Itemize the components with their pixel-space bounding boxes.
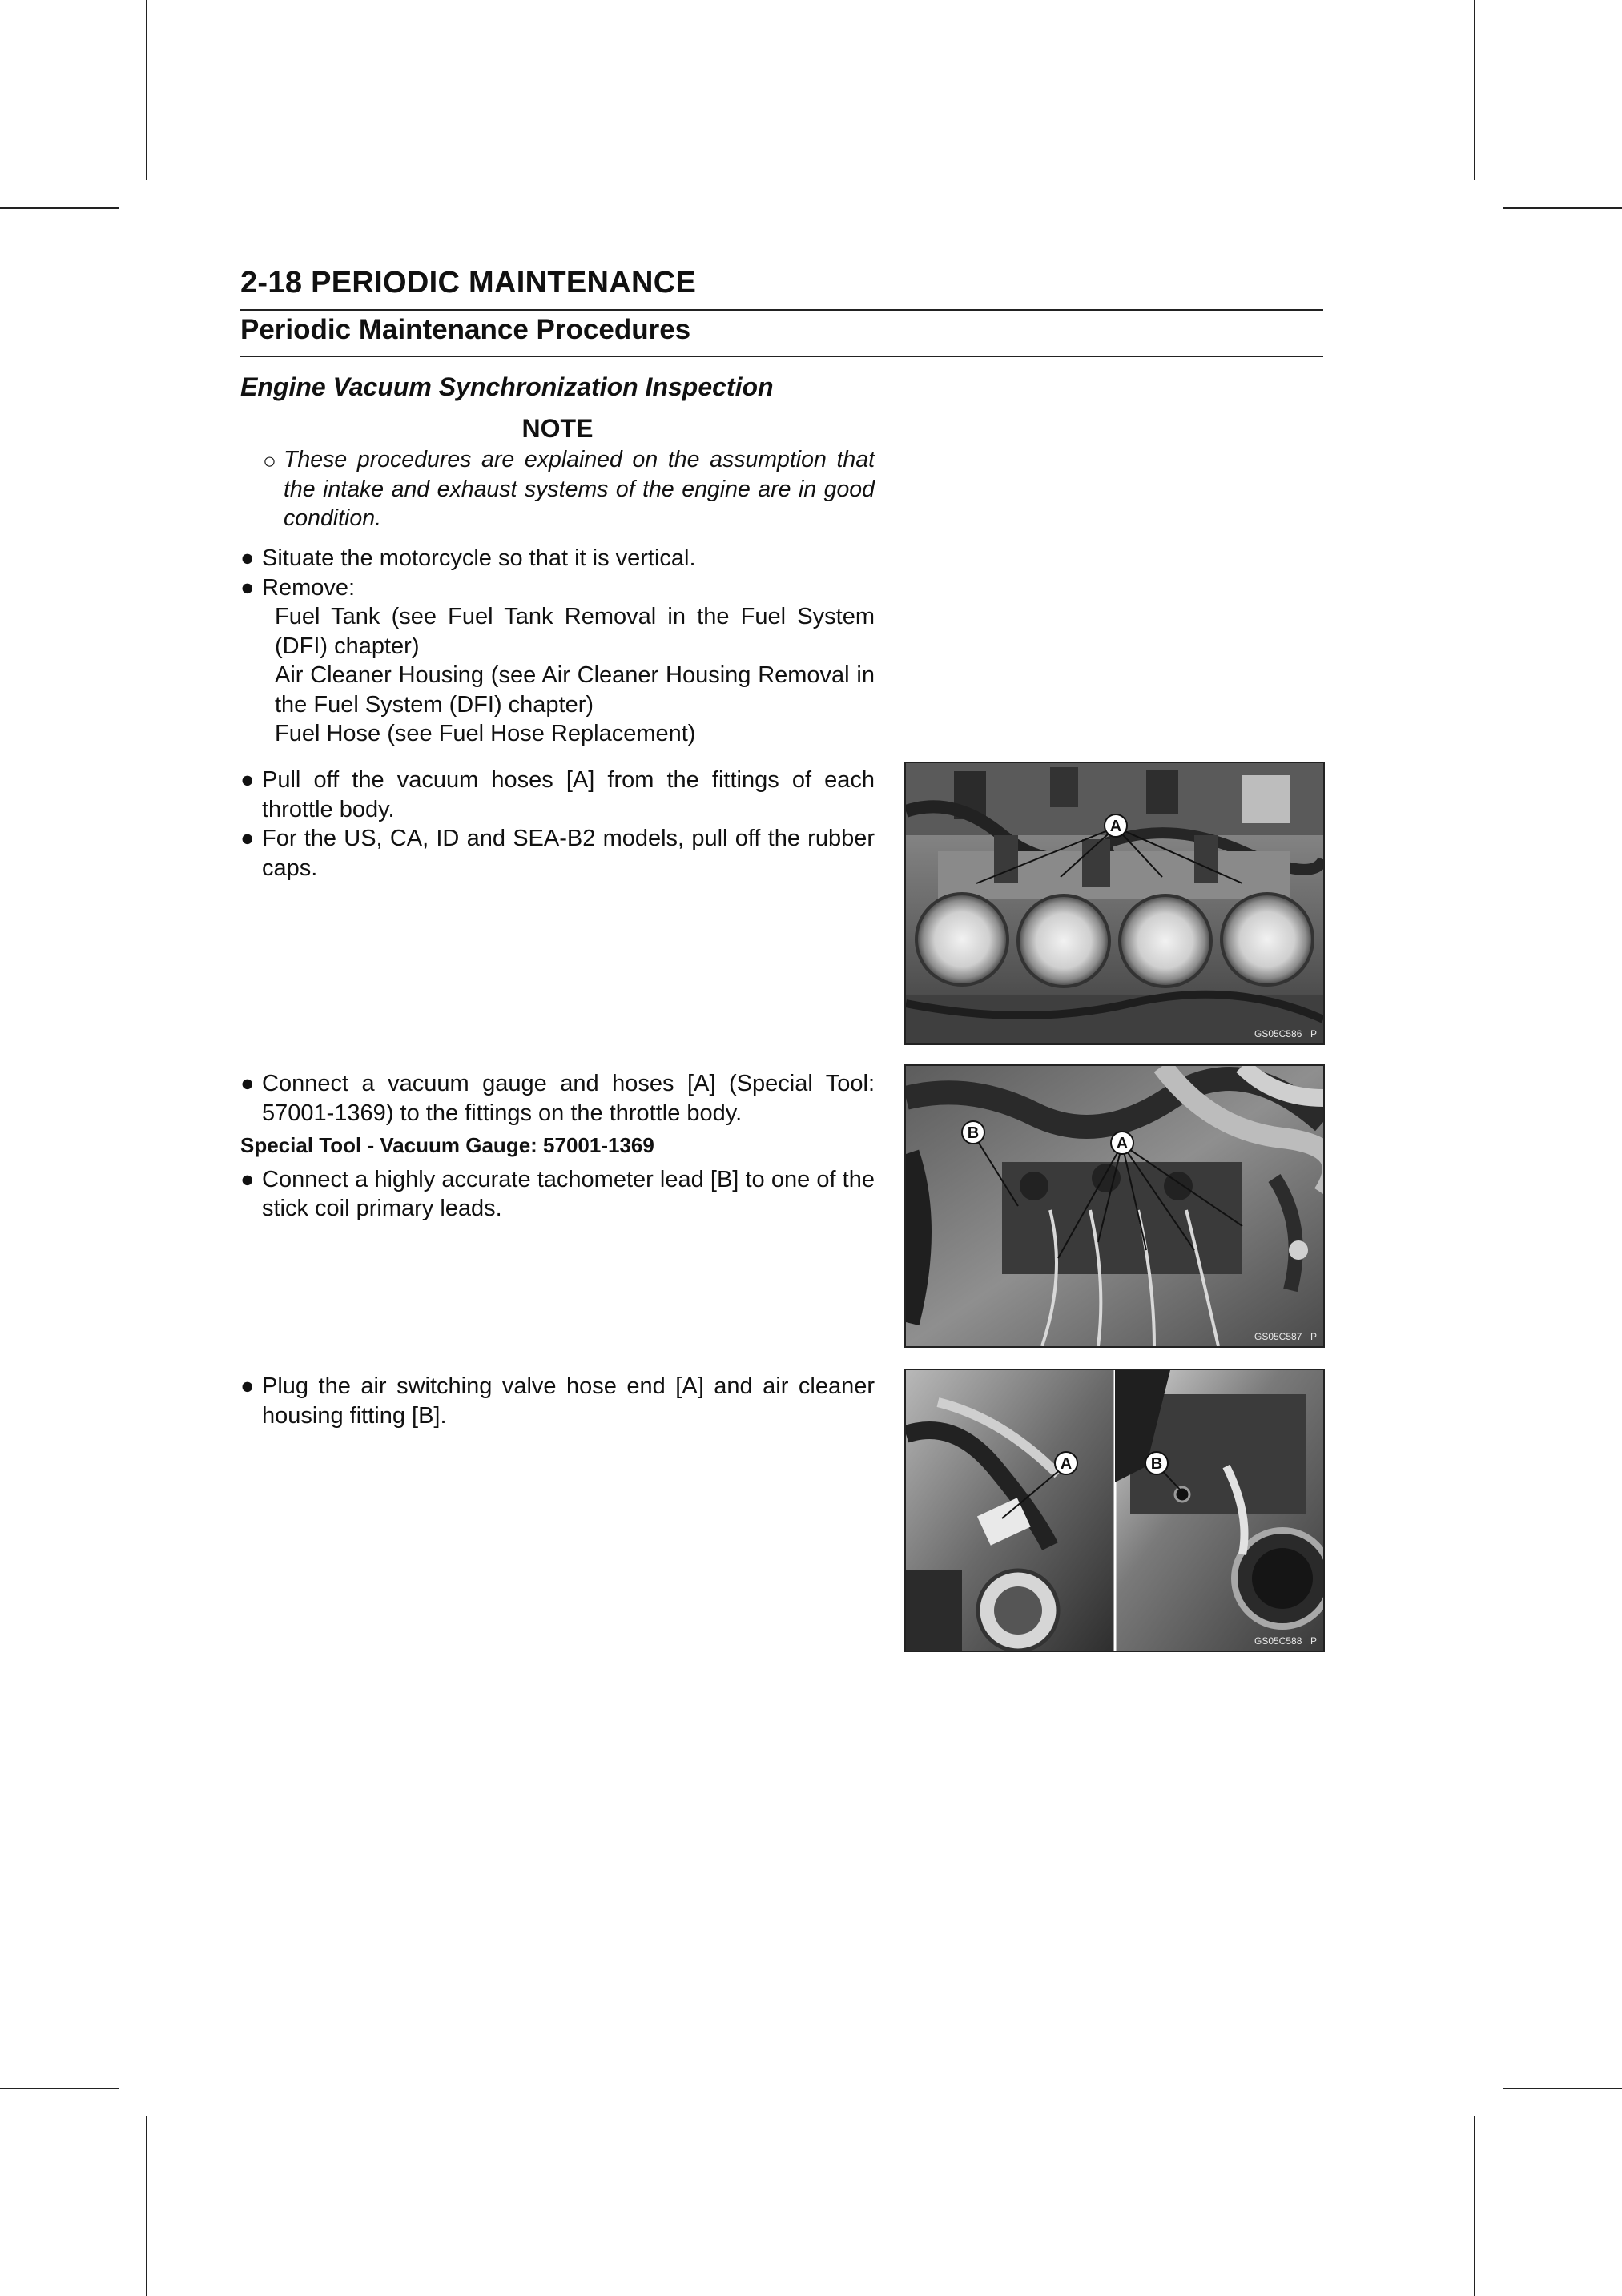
crop-mark [1474,2116,1475,2296]
list-item [240,1372,875,1430]
step-connect-tach: Connect a highly accurate tachometer lead [B] to one of the stick coil primary leads. [262,1166,875,1221]
crop-mark [1474,0,1475,180]
list-item [240,573,875,603]
special-tool-line: Special Tool - Vacuum Gauge: 57001-1369 [240,1133,654,1157]
list-item [240,1069,875,1128]
figure-callout: B [967,1124,980,1142]
note-body [264,445,875,533]
bullet-icon: ● [240,767,255,793]
step-connect-gauge: Connect a vacuum gauge and hoses [A] (Special Tool: 57001-1369) to the fittings on the throttle body. [262,1071,875,1126]
step-plug-hose: Plug the air switching valve hose end [A] and air cleaner housing fitting [B]. [262,1373,875,1429]
bullet-icon: ● [240,574,255,601]
note-circle-icon: ○ [263,448,276,473]
steps-block-3 [240,1069,875,1224]
bullet-icon: ● [240,826,255,851]
bullet-icon: ● [240,545,255,571]
list-item [240,766,875,824]
figure-callout: A [1116,1135,1129,1152]
figure-code: GS05C587 [1254,1331,1302,1342]
crop-mark [0,2088,119,2089]
figure-code: GS05C588 [1254,1635,1302,1647]
figure-plug-hose [904,1369,1325,1652]
crop-mark [0,207,119,209]
figure-callout: A [1109,818,1122,835]
remove-item: Fuel Tank (see Fuel Tank Removal in the Fuel System (DFI) chapter) [275,604,875,659]
list-item [240,824,875,883]
bullet-icon: ● [240,1166,255,1192]
remove-item: Air Cleaner Housing (see Air Cleaner Housing Removal in the Fuel System (DFI) chapter) [275,662,875,718]
list-item [240,544,875,573]
subheader-rule [240,356,1323,357]
steps-block-1 [240,544,875,749]
figure-throttle-bodies [904,762,1325,1045]
list-item [240,1165,875,1224]
remove-item: Fuel Hose (see Fuel Hose Replacement) [275,721,696,746]
bullet-icon: ● [240,1373,255,1399]
crop-mark [146,0,147,180]
figure-code-suffix: P [1310,1028,1318,1039]
figure-code: GS05C586 [1254,1028,1302,1039]
section-title: Engine Vacuum Synchronization Inspection [240,372,774,401]
page-title: 2-18 PERIODIC MAINTENANCE [240,266,697,300]
crop-mark [1503,2088,1622,2089]
bullet-icon: ● [240,1071,255,1096]
steps-block-4 [240,1372,875,1430]
step-situate: Situate the motorcycle so that it is vertical. [262,545,696,571]
crop-mark [1503,207,1622,209]
figure-code-suffix: P [1310,1331,1318,1342]
note-text: These procedures are explained on the assumption that the intake and exhaust systems of the engine are in good condition. [284,447,875,531]
steps-block-2 [240,766,875,883]
step-remove-label: Remove: [262,574,356,601]
header-rule [240,309,1323,311]
figure-callout: B [1150,1455,1163,1473]
crop-mark [146,2116,147,2296]
figure-vacuum-gauge-hoses [904,1064,1325,1348]
step-pull-off-hoses: Pull off the vacuum hoses [A] from the fittings of each throttle body. [262,767,875,822]
figure-code-suffix: P [1310,1635,1318,1647]
page-subtitle: Periodic Maintenance Procedures [240,314,691,345]
figure-callout: A [1060,1455,1073,1473]
note-heading: NOTE [521,414,594,443]
step-rubber-caps: For the US, CA, ID and SEA-B2 models, pull off the rubber caps. [262,826,875,881]
